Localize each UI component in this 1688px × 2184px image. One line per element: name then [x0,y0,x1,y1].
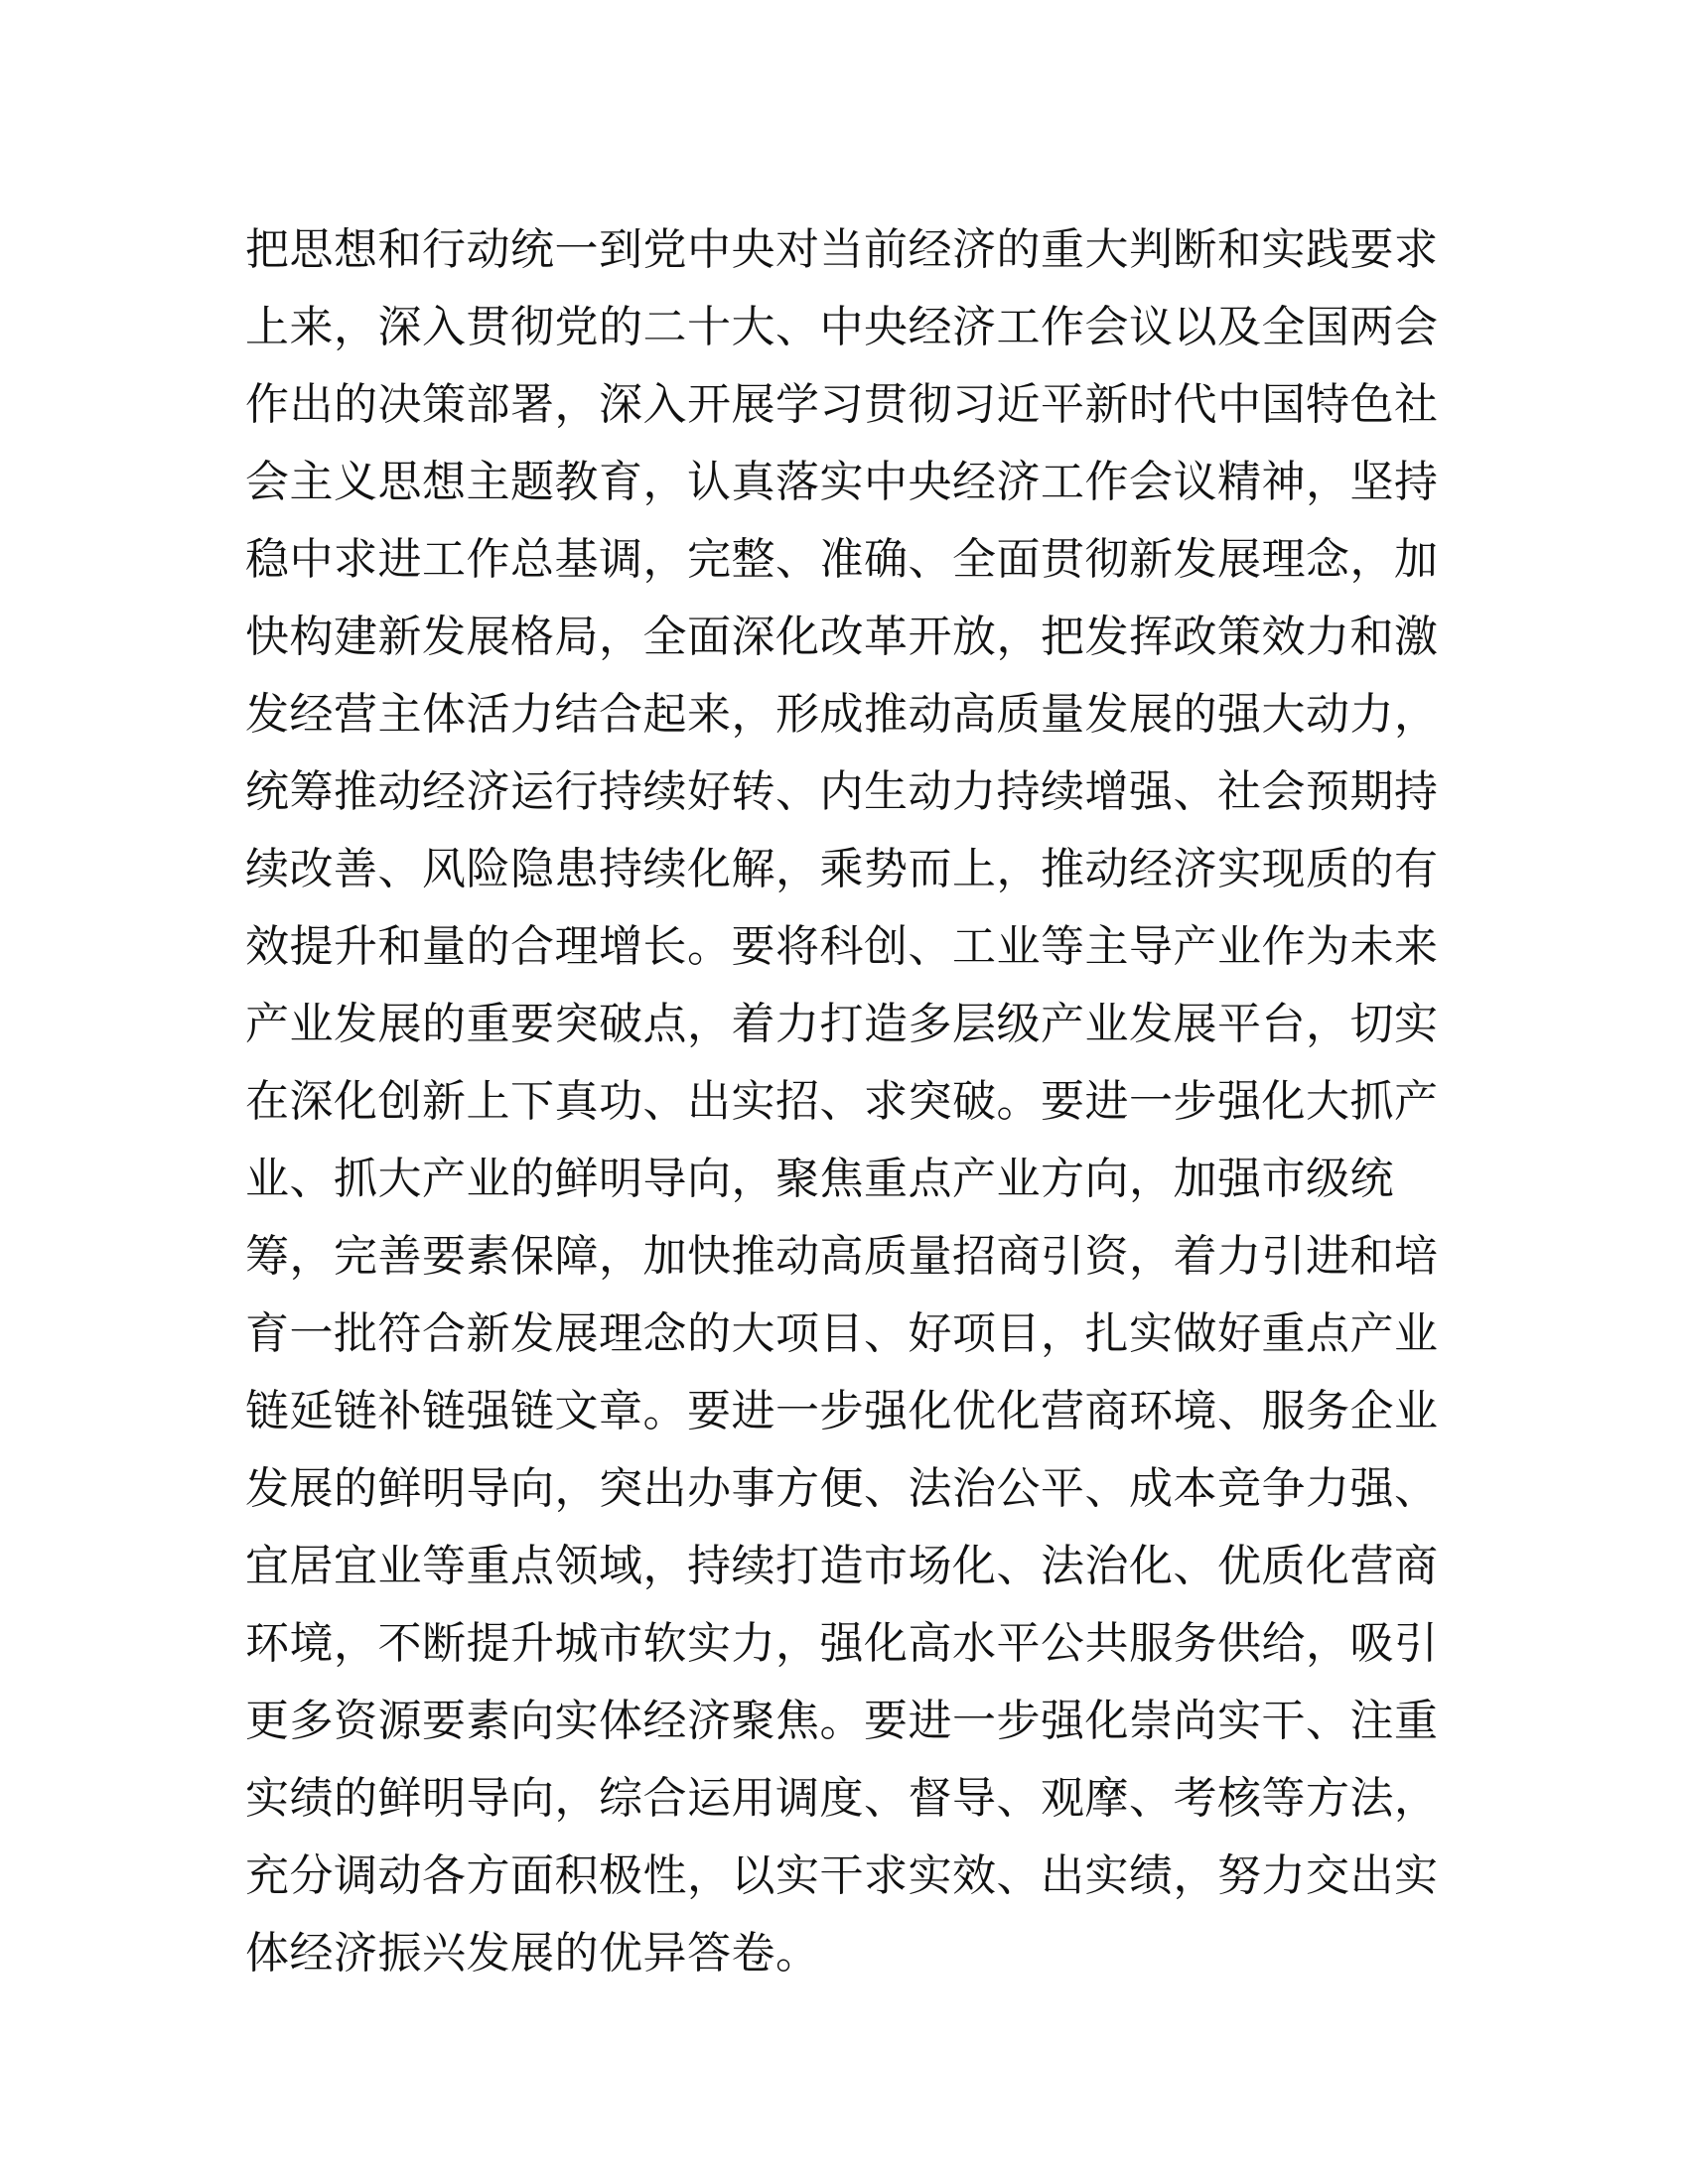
paragraph-line: 发经营主体活力结合起来，形成推动高质量发展的强大动力， [245,689,1439,740]
paragraph-line: 业、抓大产业的鲜明导向，聚焦重点产业方向，加强市级统 [245,1154,1394,1204]
paragraph-line: 上来，深入贯彻党的二十大、中央经济工作会议以及全国两会 [245,302,1439,352]
paragraph-line: 会主义思想主题教育，认真落实中央经济工作会议精神，坚持 [245,457,1439,507]
paragraph-line: 育一批符合新发展理念的大项目、好项目，扎实做好重点产业 [245,1308,1439,1359]
body-paragraph [245,211,1437,1992]
paragraph-line: 链延链补链强链文章。要进一步强化优化营商环境、服务企业 [245,1386,1439,1436]
paragraph-line: 统筹推动经济运行持续好转、内生动力持续增强、社会预期持 [245,766,1439,817]
paragraph-line: 宜居宜业等重点领域，持续打造市场化、法治化、优质化营商 [245,1541,1439,1591]
paragraph-line: 筹，完善要素保障，加快推动高质量招商引资，着力引进和培 [245,1231,1439,1282]
paragraph-line: 发展的鲜明导向，突出办事方便、法治公平、成本竞争力强、 [245,1463,1439,1514]
paragraph-line: 实绩的鲜明导向，综合运用调度、督导、观摩、考核等方法， [245,1773,1439,1824]
paragraph-line: 环境，不断提升城市软实力，强化高水平公共服务供给，吸引 [245,1618,1439,1669]
paragraph-line: 产业发展的重要突破点，着力打造多层级产业发展平台，切实 [245,999,1439,1049]
paragraph-line: 效提升和量的合理增长。要将科创、工业等主导产业作为未来 [245,921,1439,972]
paragraph-line: 作出的决策部署，深入开展学习贯彻习近平新时代中国特色社 [245,379,1439,430]
paragraph-line: 体经济振兴发展的优异答卷。 [245,1928,820,1979]
paragraph-line: 续改善、风险隐患持续化解，乘势而上，推动经济实现质的有 [245,844,1439,894]
paragraph-line: 充分调动各方面积极性，以实干求实效、出实绩，努力交出实 [245,1850,1439,1901]
paragraph-line: 在深化创新上下真功、出实招、求突破。要进一步强化大抓产 [245,1076,1439,1127]
paragraph-line: 更多资源要素向实体经济聚焦。要进一步强化崇尚实干、注重 [245,1696,1439,1746]
paragraph-line: 把思想和行动统一到党中央对当前经济的重大判断和实践要求 [245,224,1439,275]
paragraph-line: 稳中求进工作总基调，完整、准确、全面贯彻新发展理念，加 [245,534,1439,585]
paragraph-line: 快构建新发展格局，全面深化改革开放，把发挥政策效力和激 [245,612,1439,662]
